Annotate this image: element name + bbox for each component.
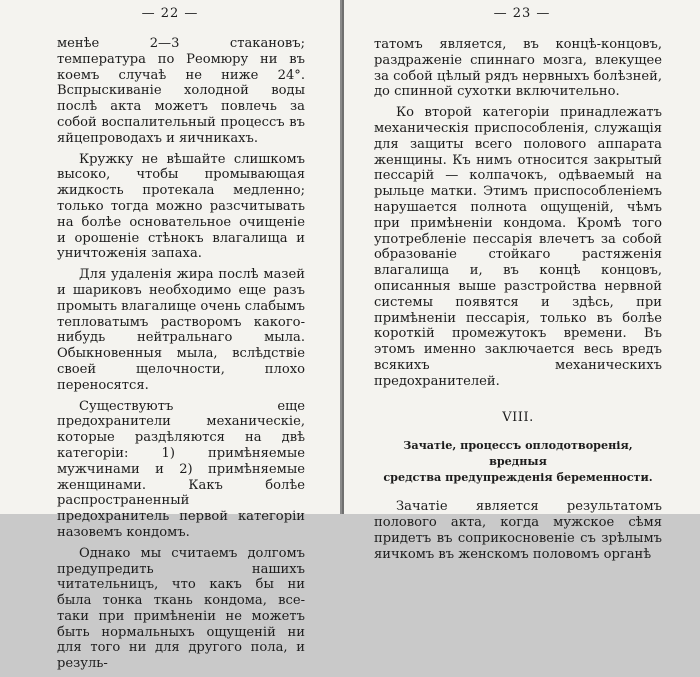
page-number: — 22 — [141,6,199,21]
paragraph: Для удаленія жира послѣ мазей и шариковъ необходимо еще разъ промыть влагалище очень слабымъ тепловатымъ растворомъ какого-нибудь нейтральнаго мыла. Обыкновенныя мыла, вслѣдствіе своей щелочности, плохо переносятся. [57,267,306,393]
paragraph: Зачатіе является результатомъ полового акта, когда мужское сѣмя придетъ въ соприкосновеніе съ зрѣлымъ яичкомъ въ женскомъ половомъ органѣ [374,499,662,562]
chapter-number: VIII. [502,409,534,425]
paragraph: Ко второй категоріи принадлежатъ механическія приспособленія, служащія для защиты всего полового аппарата женщины. Къ нимъ относится закрытый пессарій — колпачокъ, одѣваемый на рыльце матки. Этимъ приспособленіемъ нарушается полнота ощущеній, чѣмъ при примѣненіи кондома. Кромѣ того употребленіе пессарія влечетъ за собой образованіе стойкаго растяженія влагалища и, въ концѣ концовъ, описанныя выше разстройства нервной системы появятся и здѣсь, при примѣненіи пессарія, только въ болѣе короткій промежутокъ времени. Въ этомъ именно заключается весь вредъ всякихъ механическихъ предохранителей. [374,105,662,389]
page-body [57,36,305,677]
paragraph: менѣе 2—3 стакановъ; температура по Реомюру ни въ коемъ случаѣ не ниже 24°. Вспрыскиваніе холодной воды послѣ акта можетъ повлечь за собой воспалительный процессъ въ яйцепроводахъ и яичникахъ. [57,36,305,146]
paragraph: Существуютъ еще предохранители механическіе, которые раздѣляются на двѣ категоріи: 1) примѣняемые мужчинами и 2) примѣняемые женщинами. Какъ болѣе распространенный предохранитель первой категоріи назовемъ кондомъ. [57,398,305,540]
paragraph: Однако мы считаемъ долгомъ предупредить нашихъ читательницъ, что какъ бы ни была тонка ткань кондома, все-таки при примѣненіи не можетъ быть нормальныхъ ощущеній ни для того ни для другого пола, и резуль- [57,545,305,672]
page-number: — 23 — [493,6,551,21]
paragraph: татомъ является, въ концѣ-концовъ, раздраженіе спиннаго мозга, влекущее за собой цѣлый рядъ нервныхъ болѣзней, до спинной сухотки включительно. [374,37,662,100]
chapter-heading [374,437,662,485]
chapter-heading-line: Зачатіе, процессъ оплодотворенія, вредныя [403,438,633,469]
page-body [374,37,662,568]
paragraph: Кружку не вѣшайте слишкомъ высоко, чтобы промывающая жидкость протекала медленно; только тогда можно разсчитывать на болѣе основательное очищеніе и орошеніе стѣнокъ влагалища и уничтоженія запаха. [57,151,305,262]
chapter-heading-line: средства предупрежденія беременности. [383,470,653,485]
left-page [0,0,342,672]
right-page [344,0,700,562]
